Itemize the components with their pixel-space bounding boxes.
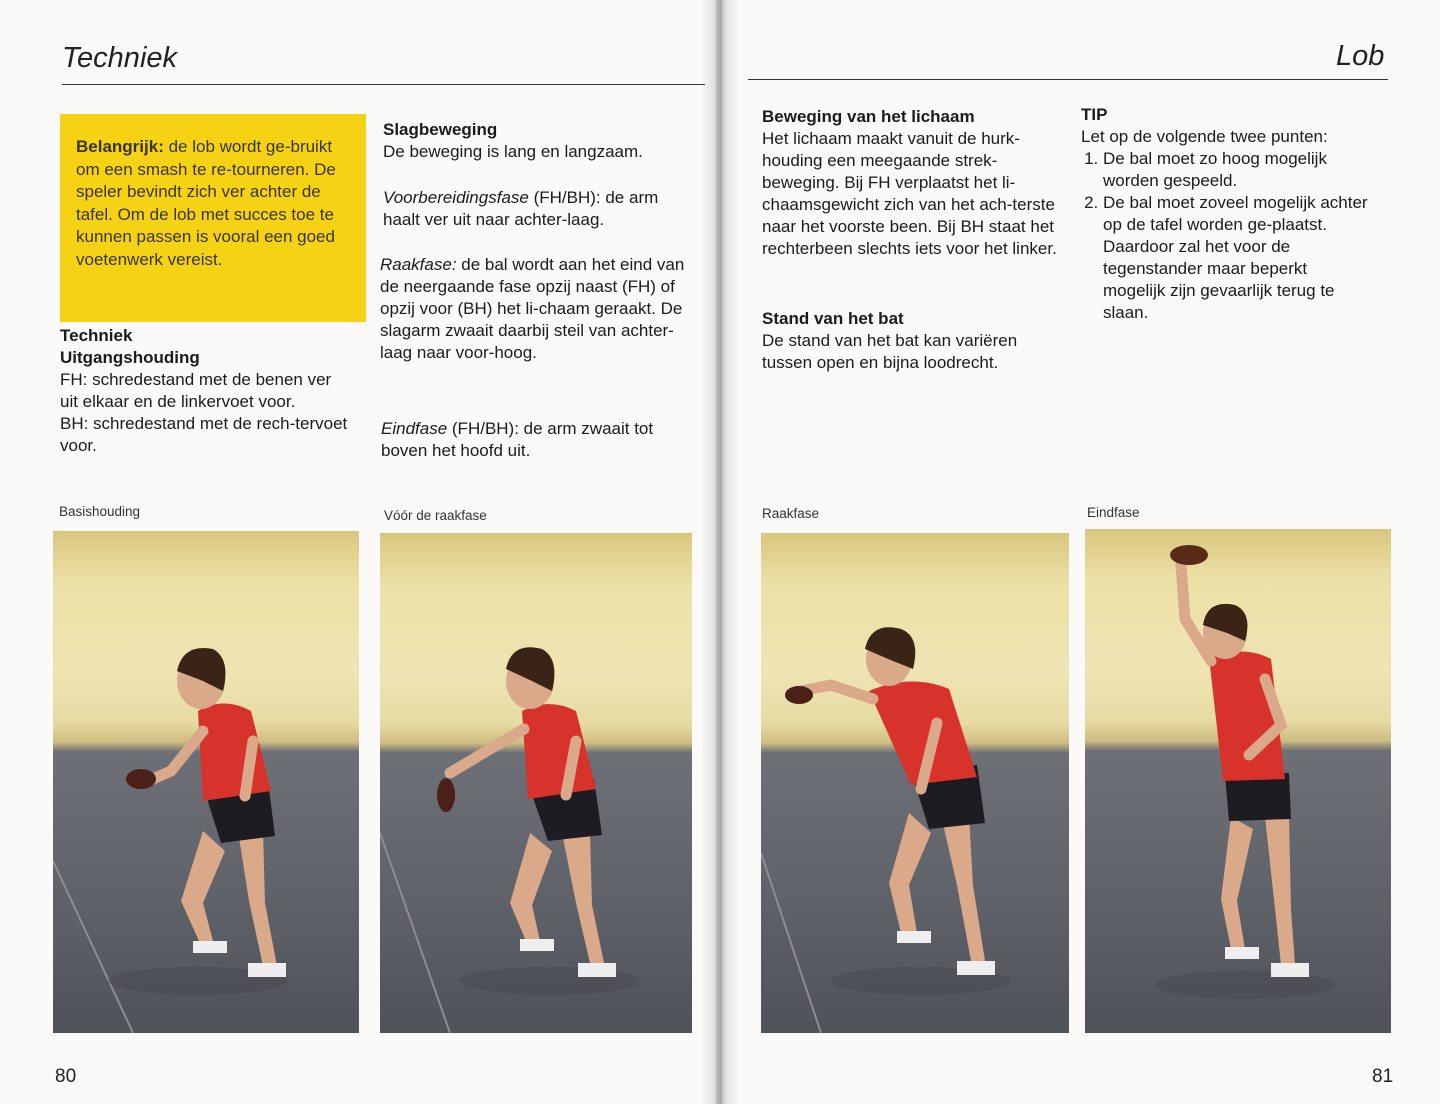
- page-number-right: 81: [1372, 1066, 1394, 1087]
- photo-raakfase: [761, 533, 1069, 1033]
- tip-item: 2. De bal moet zoveel mogelijk achter op de tafel worden ge-plaatst. Daardoor zal het voor de tegenstander maar beperkt mogelijk zijn gevaarlijk terug te slaan.: [1103, 192, 1371, 324]
- prep-text: (FH/BH): de arm haalt ver uit naar achter-laag.: [383, 188, 659, 229]
- photo-voor-raakfase: [380, 533, 692, 1033]
- end-phase: [381, 418, 681, 462]
- caption-raakfase: Raakfase: [762, 506, 820, 521]
- stroke-section: [383, 119, 693, 163]
- table-tennis-player-icon: [1085, 529, 1391, 1033]
- body-movement-text: Het lichaam maakt vanuit de hurk-houding een meegaande strek-beweging. Bij FH verplaatst het li-chaamsgewicht zich van het ach-terste naar het voorste been. Bij BH staat het rechterbeen slechts iets voor het linker.: [762, 129, 1057, 258]
- bat-position-section: [762, 308, 1067, 374]
- page-number-left: 80: [55, 1066, 77, 1087]
- technique-heading: Techniek: [60, 326, 133, 345]
- header-rule: [748, 79, 1388, 80]
- table-tennis-player-icon: [761, 533, 1069, 1033]
- right-page: [722, 0, 1440, 1104]
- stroke-intro: De beweging is lang en langzaam.: [383, 142, 643, 161]
- running-head-left: Techniek: [62, 42, 178, 74]
- caption-voor-raakfase: Vóór de raakfase: [384, 508, 487, 523]
- hit-text: de bal wordt aan het eind van de neergaande fase opzij naast (FH) of opzij voor (BH) het li-chaam geraakt. De slagarm zwaait daarbij steil van achter-laag naar voor-hoog.: [380, 255, 685, 362]
- table-tennis-player-icon: [380, 533, 692, 1033]
- fh-stance-text: FH: schredestand met de benen ver uit elkaar en de linkervoet voor.: [60, 370, 332, 411]
- important-callout: [60, 114, 366, 322]
- bat-position-heading: Stand van het bat: [762, 309, 904, 328]
- tip-heading: TIP: [1081, 105, 1108, 124]
- photo-eindfase: [1085, 529, 1391, 1033]
- prep-label: Voorbereidingsfase: [383, 188, 529, 207]
- caption-eindfase: Eindfase: [1087, 505, 1140, 520]
- starting-position-heading: Uitgangshouding: [60, 348, 200, 367]
- photo-basishouding: [53, 531, 359, 1033]
- end-label: Eindfase: [381, 419, 448, 438]
- header-rule: [62, 84, 705, 85]
- preparation-phase: [383, 187, 689, 231]
- bat-position-text: De stand van het bat kan variëren tussen open en bijna loodrecht.: [762, 331, 1018, 372]
- stroke-heading: Slagbeweging: [383, 120, 498, 139]
- hit-label: Raakfase:: [380, 255, 457, 274]
- technique-section: [60, 325, 352, 457]
- table-tennis-player-icon: [53, 531, 359, 1033]
- caption-basishouding: Basishouding: [59, 504, 141, 519]
- running-head-right: Lob: [1336, 40, 1385, 72]
- tip-section: [1081, 104, 1381, 148]
- tip-item: 1. De bal moet zo hoog mogelijk worden gespeeld.: [1103, 148, 1371, 192]
- body-movement-heading: Beweging van het lichaam: [762, 107, 975, 126]
- end-text: (FH/BH): de arm zwaait tot boven het hoofd uit.: [381, 419, 654, 460]
- tip-list: [1081, 148, 1371, 324]
- tip-intro: Let op de volgende twee punten:: [1081, 127, 1328, 146]
- callout-label: Belangrijk:: [76, 137, 164, 156]
- callout-text: de lob wordt ge-bruikt om een smash te re-tourneren. De speler bevindt zich ver achter de tafel. Om de lob met succes toe te kunnen passen is vooral een goed voetenwerk vereist.: [76, 137, 336, 269]
- body-movement-section: [762, 106, 1067, 260]
- left-page: [0, 0, 716, 1104]
- hit-phase: [380, 254, 688, 364]
- bh-stance-text: BH: schredestand met de rech-tervoet voor.: [60, 414, 348, 455]
